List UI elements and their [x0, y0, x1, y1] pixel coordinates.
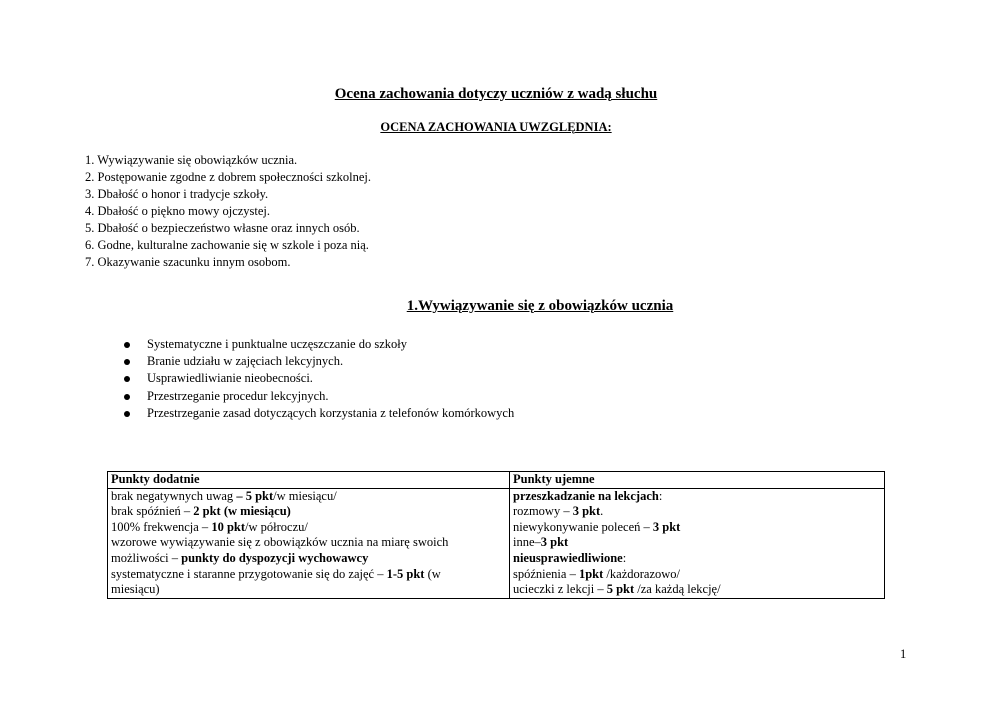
text: możliwości – — [111, 550, 182, 565]
text: . — [600, 504, 604, 519]
text: (w — [424, 566, 441, 581]
category-label: nieusprawiedliwione — [513, 550, 623, 565]
text: spóźnienia – — [513, 566, 579, 581]
negative-line — [513, 489, 881, 505]
positive-line — [111, 551, 506, 567]
page-number: 1 — [900, 647, 907, 661]
criteria-item: 3. Dbałość o honor i tradycje szkoły. — [85, 187, 269, 201]
table-header-row — [108, 472, 885, 489]
positive-line — [111, 504, 506, 520]
bullet-icon — [124, 394, 130, 400]
duty-item — [147, 405, 514, 422]
duty-item — [147, 353, 514, 370]
criteria-item: 5. Dbałość o bezpieczeństwo własne oraz innych osób. — [85, 221, 360, 235]
duty-text: Usprawiedliwianie nieobecności. — [147, 371, 313, 386]
criteria-item: 6. Godne, kulturalne zachowanie się w szkole i poza nią. — [85, 238, 369, 252]
table-row — [108, 488, 885, 598]
page-title: Ocena zachowania dotyczy uczniów z wadą słuchu — [334, 86, 658, 102]
points-value: 3 pkt — [540, 535, 569, 550]
negative-line — [513, 520, 881, 536]
points-value: 2 pkt (w miesiącu) — [193, 504, 291, 519]
bullet-icon — [124, 376, 130, 382]
text: /każdorazowo/ — [603, 566, 680, 581]
positive-line: wzorowe wywiązywanie się z obowiązków ucznia na miarę swoich — [111, 535, 449, 550]
category-label: przeszkadzanie na lekcjach — [513, 488, 659, 503]
criteria-list — [85, 152, 371, 271]
duty-item — [147, 388, 514, 405]
points-table — [107, 471, 885, 599]
bullet-icon — [124, 359, 130, 365]
negative-line — [513, 535, 881, 551]
negative-line — [513, 551, 881, 567]
duty-text: Przestrzeganie procedur lekcyjnych. — [147, 388, 329, 403]
points-value: 5 pkt — [606, 582, 635, 597]
section-subtitle: OCENA ZACHOWANIA UWZGLĘDNIA: — [380, 120, 612, 134]
positive-line — [111, 520, 506, 536]
text: ucieczki z lekcji – — [513, 582, 607, 597]
negative-line — [513, 567, 881, 583]
duty-item — [147, 370, 514, 387]
bullet-icon — [124, 342, 130, 348]
duties-list — [147, 336, 514, 422]
bullet-icon — [124, 411, 130, 417]
points-value: punkty do dyspozycji wychowawcy — [181, 550, 369, 565]
points-value: 10 pkt — [211, 519, 246, 534]
points-value: 3 pkt — [572, 504, 601, 519]
duty-text: Branie udziału w zajęciach lekcyjnych. — [147, 354, 344, 369]
criteria-item: 4. Dbałość o piękno mowy ojczystej. — [85, 204, 271, 218]
text: : — [622, 550, 627, 565]
points-value: 1pkt — [578, 566, 604, 581]
duty-item — [147, 336, 514, 353]
text: : — [658, 488, 663, 503]
duty-text: Przestrzeganie zasad dotyczących korzystania z telefonów komórkowych — [147, 405, 515, 420]
positive-line — [111, 489, 506, 505]
positive-line — [111, 567, 506, 583]
points-value: 1-5 pkt — [386, 566, 425, 581]
text: niewykonywanie poleceń – — [513, 519, 653, 534]
text: brak spóźnień – — [111, 504, 194, 519]
negative-line — [513, 504, 881, 520]
positive-header: Punkty dodatnie — [108, 472, 510, 489]
positive-points-cell — [108, 488, 510, 598]
text: systematyczne i staranne przygotowanie się do zajęć – — [111, 566, 387, 581]
text: /za każdą lekcję/ — [634, 582, 721, 597]
text: rozmowy – — [513, 504, 573, 519]
duty-text: Systematyczne i punktualne uczęszczanie do szkoły — [147, 337, 407, 351]
text: brak negatywnych uwag — [111, 488, 237, 503]
negative-header: Punkty ujemne — [510, 472, 885, 489]
criteria-item: 1. Wywiązywanie się obowiązków ucznia. — [85, 153, 298, 167]
negative-points-cell — [510, 488, 885, 598]
section-heading: 1.Wywiązywanie się z obowiązków ucznia — [406, 298, 674, 314]
text: 100% frekwencja – — [111, 519, 212, 534]
criteria-item: 2. Postępowanie zgodne z dobrem społeczności szkolnej. — [85, 170, 372, 184]
text: /w półroczu/ — [245, 519, 308, 534]
points-value: – 5 pkt — [236, 488, 274, 503]
text: inne– — [513, 535, 541, 550]
criteria-item: 7. Okazywanie szacunku innym osobom. — [85, 255, 291, 269]
negative-line — [513, 582, 881, 598]
points-value: 3 pkt — [652, 519, 681, 534]
text: /w miesiącu/ — [273, 488, 337, 503]
positive-line: miesiącu) — [111, 582, 160, 597]
